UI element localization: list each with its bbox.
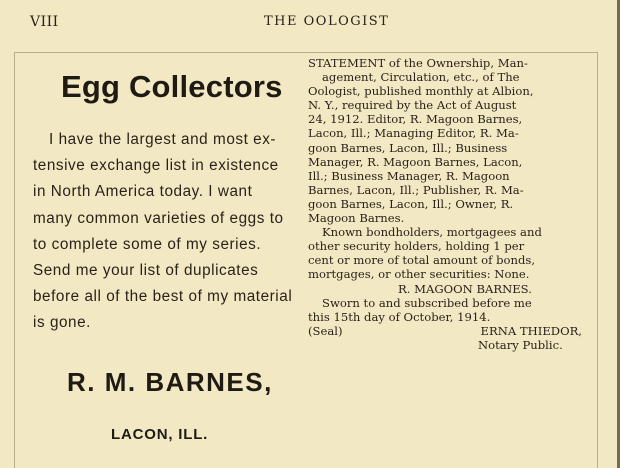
- statement-line: Oologist, published monthly at Albion,: [308, 84, 534, 99]
- statement-line: Barnes, Lacon, Ill.; Publisher, R. Ma-: [308, 182, 524, 197]
- body-line: to complete some of my series.: [33, 235, 262, 253]
- advertisement-title: Egg Collectors: [61, 69, 283, 104]
- body-line: many common varieties of eggs to: [33, 209, 284, 227]
- seal-signature-line: [308, 324, 588, 338]
- statement-line: agement, Circulation, etc., of The: [322, 70, 520, 85]
- sworn-line: this 15th day of October, 1914.: [308, 309, 491, 324]
- running-title: THE OOLOGIST: [264, 14, 390, 29]
- body-line: before all of the best of my material: [33, 288, 293, 306]
- body-line: Send me your list of duplicates: [33, 262, 259, 280]
- statement-line: Manager, R. Magoon Barnes, Lacon,: [308, 154, 523, 169]
- advertisement: [15, 53, 319, 468]
- statement-line: other security holders, holding 1 per: [308, 239, 525, 254]
- statement-line: Known bondholders, mortgagees and: [322, 225, 542, 240]
- statement-line: 24, 1912. Editor, R. Magoon Barnes,: [308, 112, 523, 127]
- statement-line: Ill.; Business Manager, R. Magoon: [308, 168, 510, 183]
- ownership-statement: [308, 56, 588, 352]
- body-line: tensive exchange list in existence: [33, 157, 279, 175]
- body-line: I have the largest and most ex-: [49, 131, 277, 148]
- statement-line: Lacon, Ill.; Managing Editor, R. Ma-: [308, 126, 519, 141]
- advertiser-town: LACON, ILL.: [111, 426, 209, 443]
- statement-line: goon Barnes, Lacon, Ill.; Business: [308, 140, 508, 155]
- statement-line: mortgages, or other securities: None.: [308, 267, 530, 282]
- seal-label: (Seal): [308, 323, 343, 338]
- statement-line: Magoon Barnes.: [308, 211, 405, 226]
- statement-line: cent or more of total amount of bonds,: [308, 253, 536, 268]
- page-header: [0, 14, 617, 34]
- notary-title: Notary Public.: [478, 337, 563, 352]
- advertisement-body: [33, 127, 309, 337]
- sworn-line: Sworn to and subscribed before me: [322, 295, 532, 310]
- notary-name: ERNA THIEDOR,: [480, 323, 582, 338]
- statement-line: N. Y., required by the Act of August: [308, 98, 517, 113]
- body-line: is gone.: [33, 314, 91, 332]
- statement-line: STATEMENT of the Ownership, Man-: [308, 56, 528, 70]
- statement-line: goon Barnes, Lacon, Ill.; Owner, R.: [308, 196, 514, 211]
- statement-signer: R. MAGOON BARNES.: [398, 281, 532, 296]
- advertiser-name: R. M. BARNES,: [67, 367, 273, 397]
- body-line: in North America today. I want: [33, 183, 253, 201]
- page-number: VIII: [30, 14, 59, 30]
